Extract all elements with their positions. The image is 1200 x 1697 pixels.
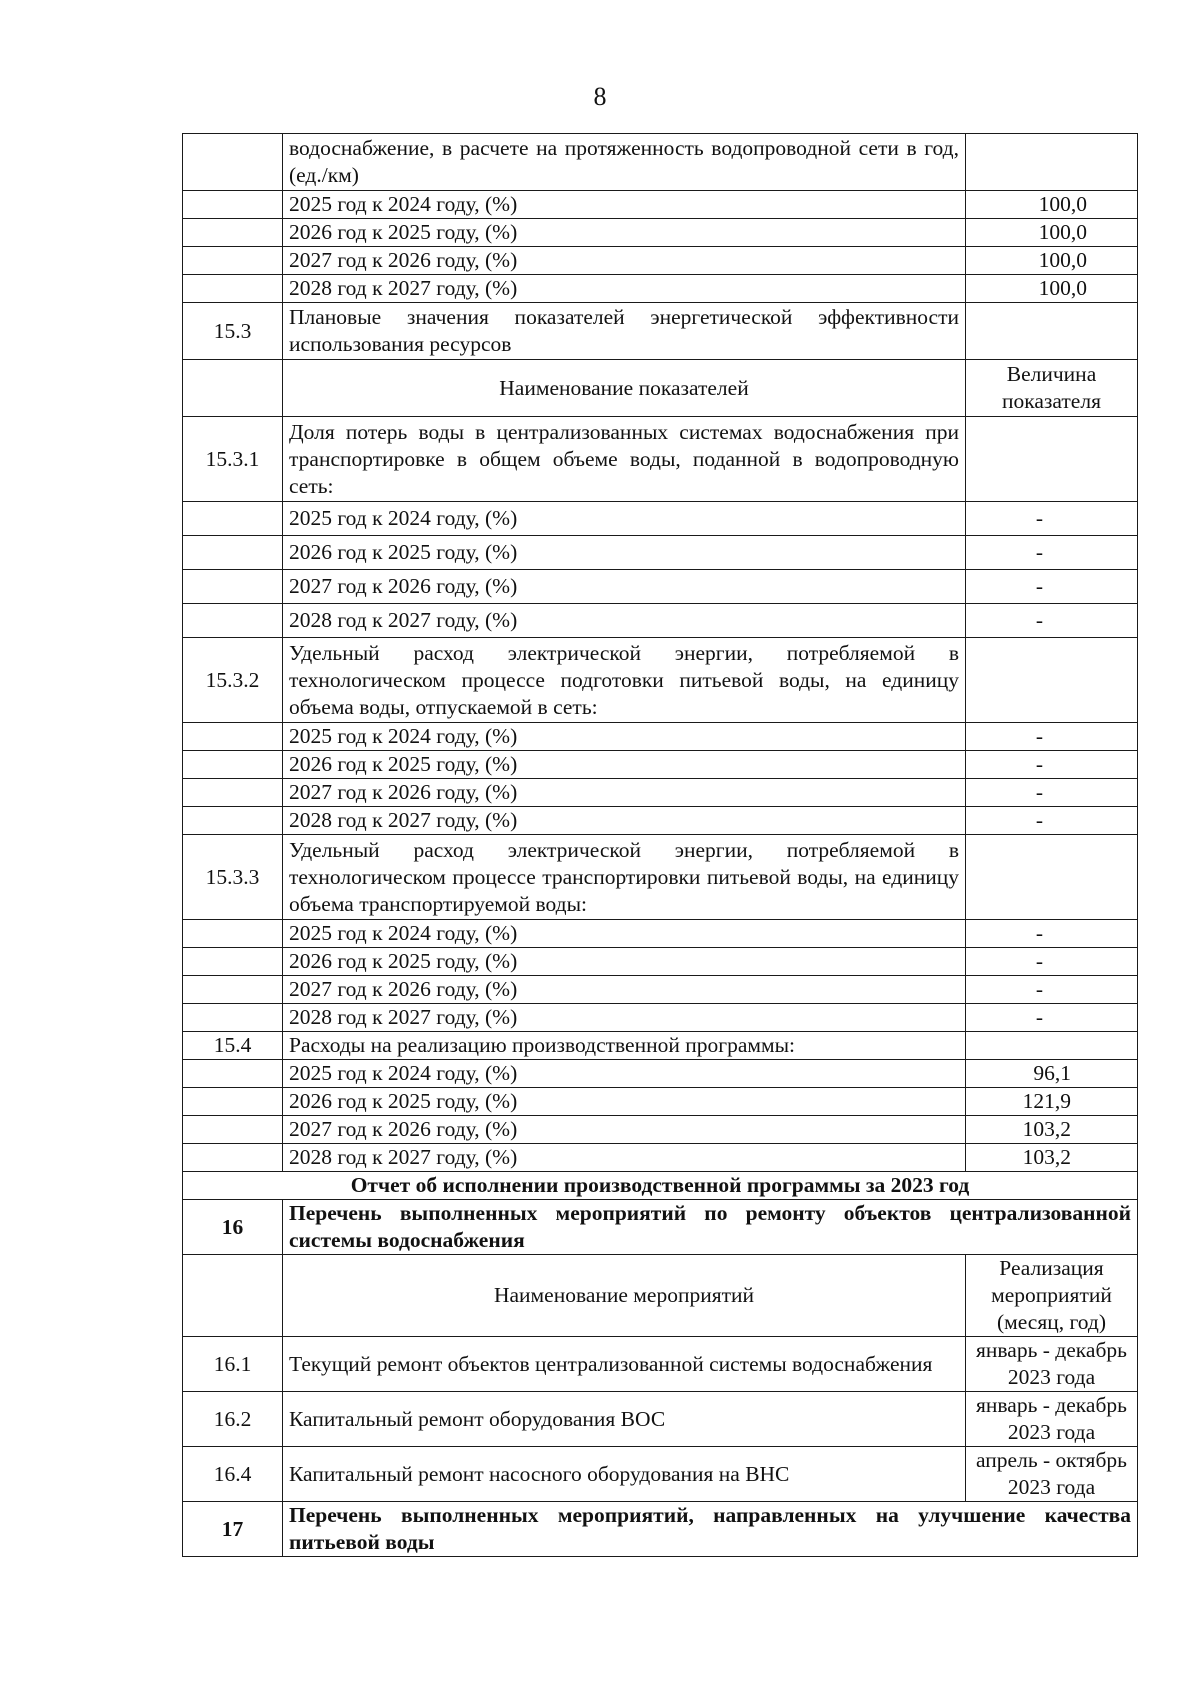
row-number: 15.3.1 [183,417,283,502]
row-number: 16 [183,1200,283,1255]
year-label: 2027 год к 2026 году, (%) [283,247,966,275]
event-period: апрель - октябрь 2023 года [966,1447,1138,1502]
event-name: Капитальный ремонт оборудования ВОС [283,1392,966,1447]
year-label: 2026 год к 2025 году, (%) [283,219,966,247]
table-row [183,536,1138,570]
table-row [183,807,1138,835]
year-value: - [966,1004,1138,1032]
table-row [183,502,1138,536]
year-value: 121,9 [966,1088,1138,1116]
page-number: 8 [593,82,607,111]
table-row [183,1200,1138,1255]
table-row [183,247,1138,275]
table-row [183,1088,1138,1116]
year-label: 2026 год к 2025 году, (%) [283,751,966,779]
table-row [183,570,1138,604]
table-row [183,1032,1138,1060]
indicator-name: Удельный расход электрической энергии, потребляемой в технологическом процессе подготовки питьевой воды, на единицу объема воды, отпускаемой в сеть: [283,638,966,723]
row-number: 16.1 [183,1337,283,1392]
year-label: 2025 год к 2024 году, (%) [283,723,966,751]
event-name: Капитальный ремонт насосного оборудования на ВНС [283,1447,966,1502]
year-label: 2028 год к 2027 году, (%) [283,275,966,303]
row-number: 17 [183,1502,283,1557]
year-value: - [966,604,1138,638]
year-label: 2025 год к 2024 году, (%) [283,1060,966,1088]
year-value: - [966,723,1138,751]
year-value: - [966,502,1138,536]
indicator-name: водоснабжение, в расчете на протяженность водопроводной сети в год, (ед./км) [283,134,966,191]
year-value: 103,2 [966,1116,1138,1144]
column-header-value: Величина показателя [966,360,1138,417]
column-header-name: Наименование мероприятий [283,1255,966,1337]
year-value: - [966,570,1138,604]
indicator-name: Удельный расход электрической энергии, потребляемой в технологическом процессе транспортировки питьевой воды, на единицу объема транспортируемой воды: [283,835,966,920]
year-label: 2027 год к 2026 году, (%) [283,570,966,604]
year-value: 100,0 [966,191,1138,219]
table-row [183,751,1138,779]
year-value: - [966,751,1138,779]
table-row [183,604,1138,638]
indicator-value [966,134,1138,191]
table-row [183,1502,1138,1557]
table-row [183,417,1138,502]
year-value: 96,1 [966,1060,1138,1088]
table-row [183,835,1138,920]
table-row [183,1447,1138,1502]
year-label: 2027 год к 2026 году, (%) [283,779,966,807]
table-row [183,723,1138,751]
section-name: Перечень выполненных мероприятий по ремонту объектов централизованной системы водоснабжения [283,1200,1138,1255]
section-name: Перечень выполненных мероприятий, направленных на улучшение качества питьевой воды [283,1502,1138,1557]
table-row [183,779,1138,807]
table-row [183,191,1138,219]
column-header-name: Наименование показателей [283,360,966,417]
table-row [183,303,1138,360]
year-value: - [966,807,1138,835]
year-label: 2028 год к 2027 году, (%) [283,807,966,835]
row-number: 15.3.3 [183,835,283,920]
year-value: - [966,948,1138,976]
table-row [183,638,1138,723]
table-row [183,1144,1138,1172]
year-label: 2026 год к 2025 году, (%) [283,948,966,976]
report-title: Отчет об исполнении производственной программы за 2023 год [183,1172,1138,1200]
table-row [183,134,1138,191]
year-label: 2027 год к 2026 году, (%) [283,976,966,1004]
year-value: - [966,536,1138,570]
row-number: 15.3.2 [183,638,283,723]
row-number: 15.4 [183,1032,283,1060]
event-period: январь - декабрь 2023 года [966,1337,1138,1392]
table-row [183,219,1138,247]
column-header-row [183,360,1138,417]
event-period: январь - декабрь 2023 года [966,1392,1138,1447]
year-label: 2028 год к 2027 году, (%) [283,604,966,638]
year-label: 2028 год к 2027 году, (%) [283,1144,966,1172]
year-label: 2025 год к 2024 году, (%) [283,191,966,219]
section-name: Плановые значения показателей энергетической эффективности использования ресурсов [283,303,966,360]
year-value: 100,0 [966,219,1138,247]
row-number: 16.4 [183,1447,283,1502]
year-value: 103,2 [966,1144,1138,1172]
column-header-row [183,1255,1138,1337]
indicator-name: Расходы на реализацию производственной программы: [283,1032,966,1060]
table-row [183,1337,1138,1392]
table-row [183,1172,1138,1200]
table-row [183,275,1138,303]
table-row [183,948,1138,976]
year-label: 2026 год к 2025 году, (%) [283,536,966,570]
row-number: 15.3 [183,303,283,360]
year-value: - [966,976,1138,1004]
year-label: 2027 год к 2026 году, (%) [283,1116,966,1144]
indicators-table [182,133,1138,1557]
year-value: 100,0 [966,247,1138,275]
table-row [183,976,1138,1004]
indicator-name: Доля потерь воды в централизованных системах водоснабжения при транспортировке в общем объеме воды, поданной в водопроводную сеть: [283,417,966,502]
column-header-value: Реализация мероприятий (месяц, год) [966,1255,1138,1337]
year-value: - [966,779,1138,807]
table-row [183,1392,1138,1447]
year-label: 2025 год к 2024 году, (%) [283,920,966,948]
table-row [183,1116,1138,1144]
row-number [183,134,283,191]
year-value: - [966,920,1138,948]
year-label: 2026 год к 2025 году, (%) [283,1088,966,1116]
table-row [183,1004,1138,1032]
year-label: 2028 год к 2027 году, (%) [283,1004,966,1032]
year-value: 100,0 [966,275,1138,303]
table-row [183,1060,1138,1088]
year-label: 2025 год к 2024 году, (%) [283,502,966,536]
table-row [183,920,1138,948]
row-number: 16.2 [183,1392,283,1447]
event-name: Текущий ремонт объектов централизованной системы водоснабжения [283,1337,966,1392]
